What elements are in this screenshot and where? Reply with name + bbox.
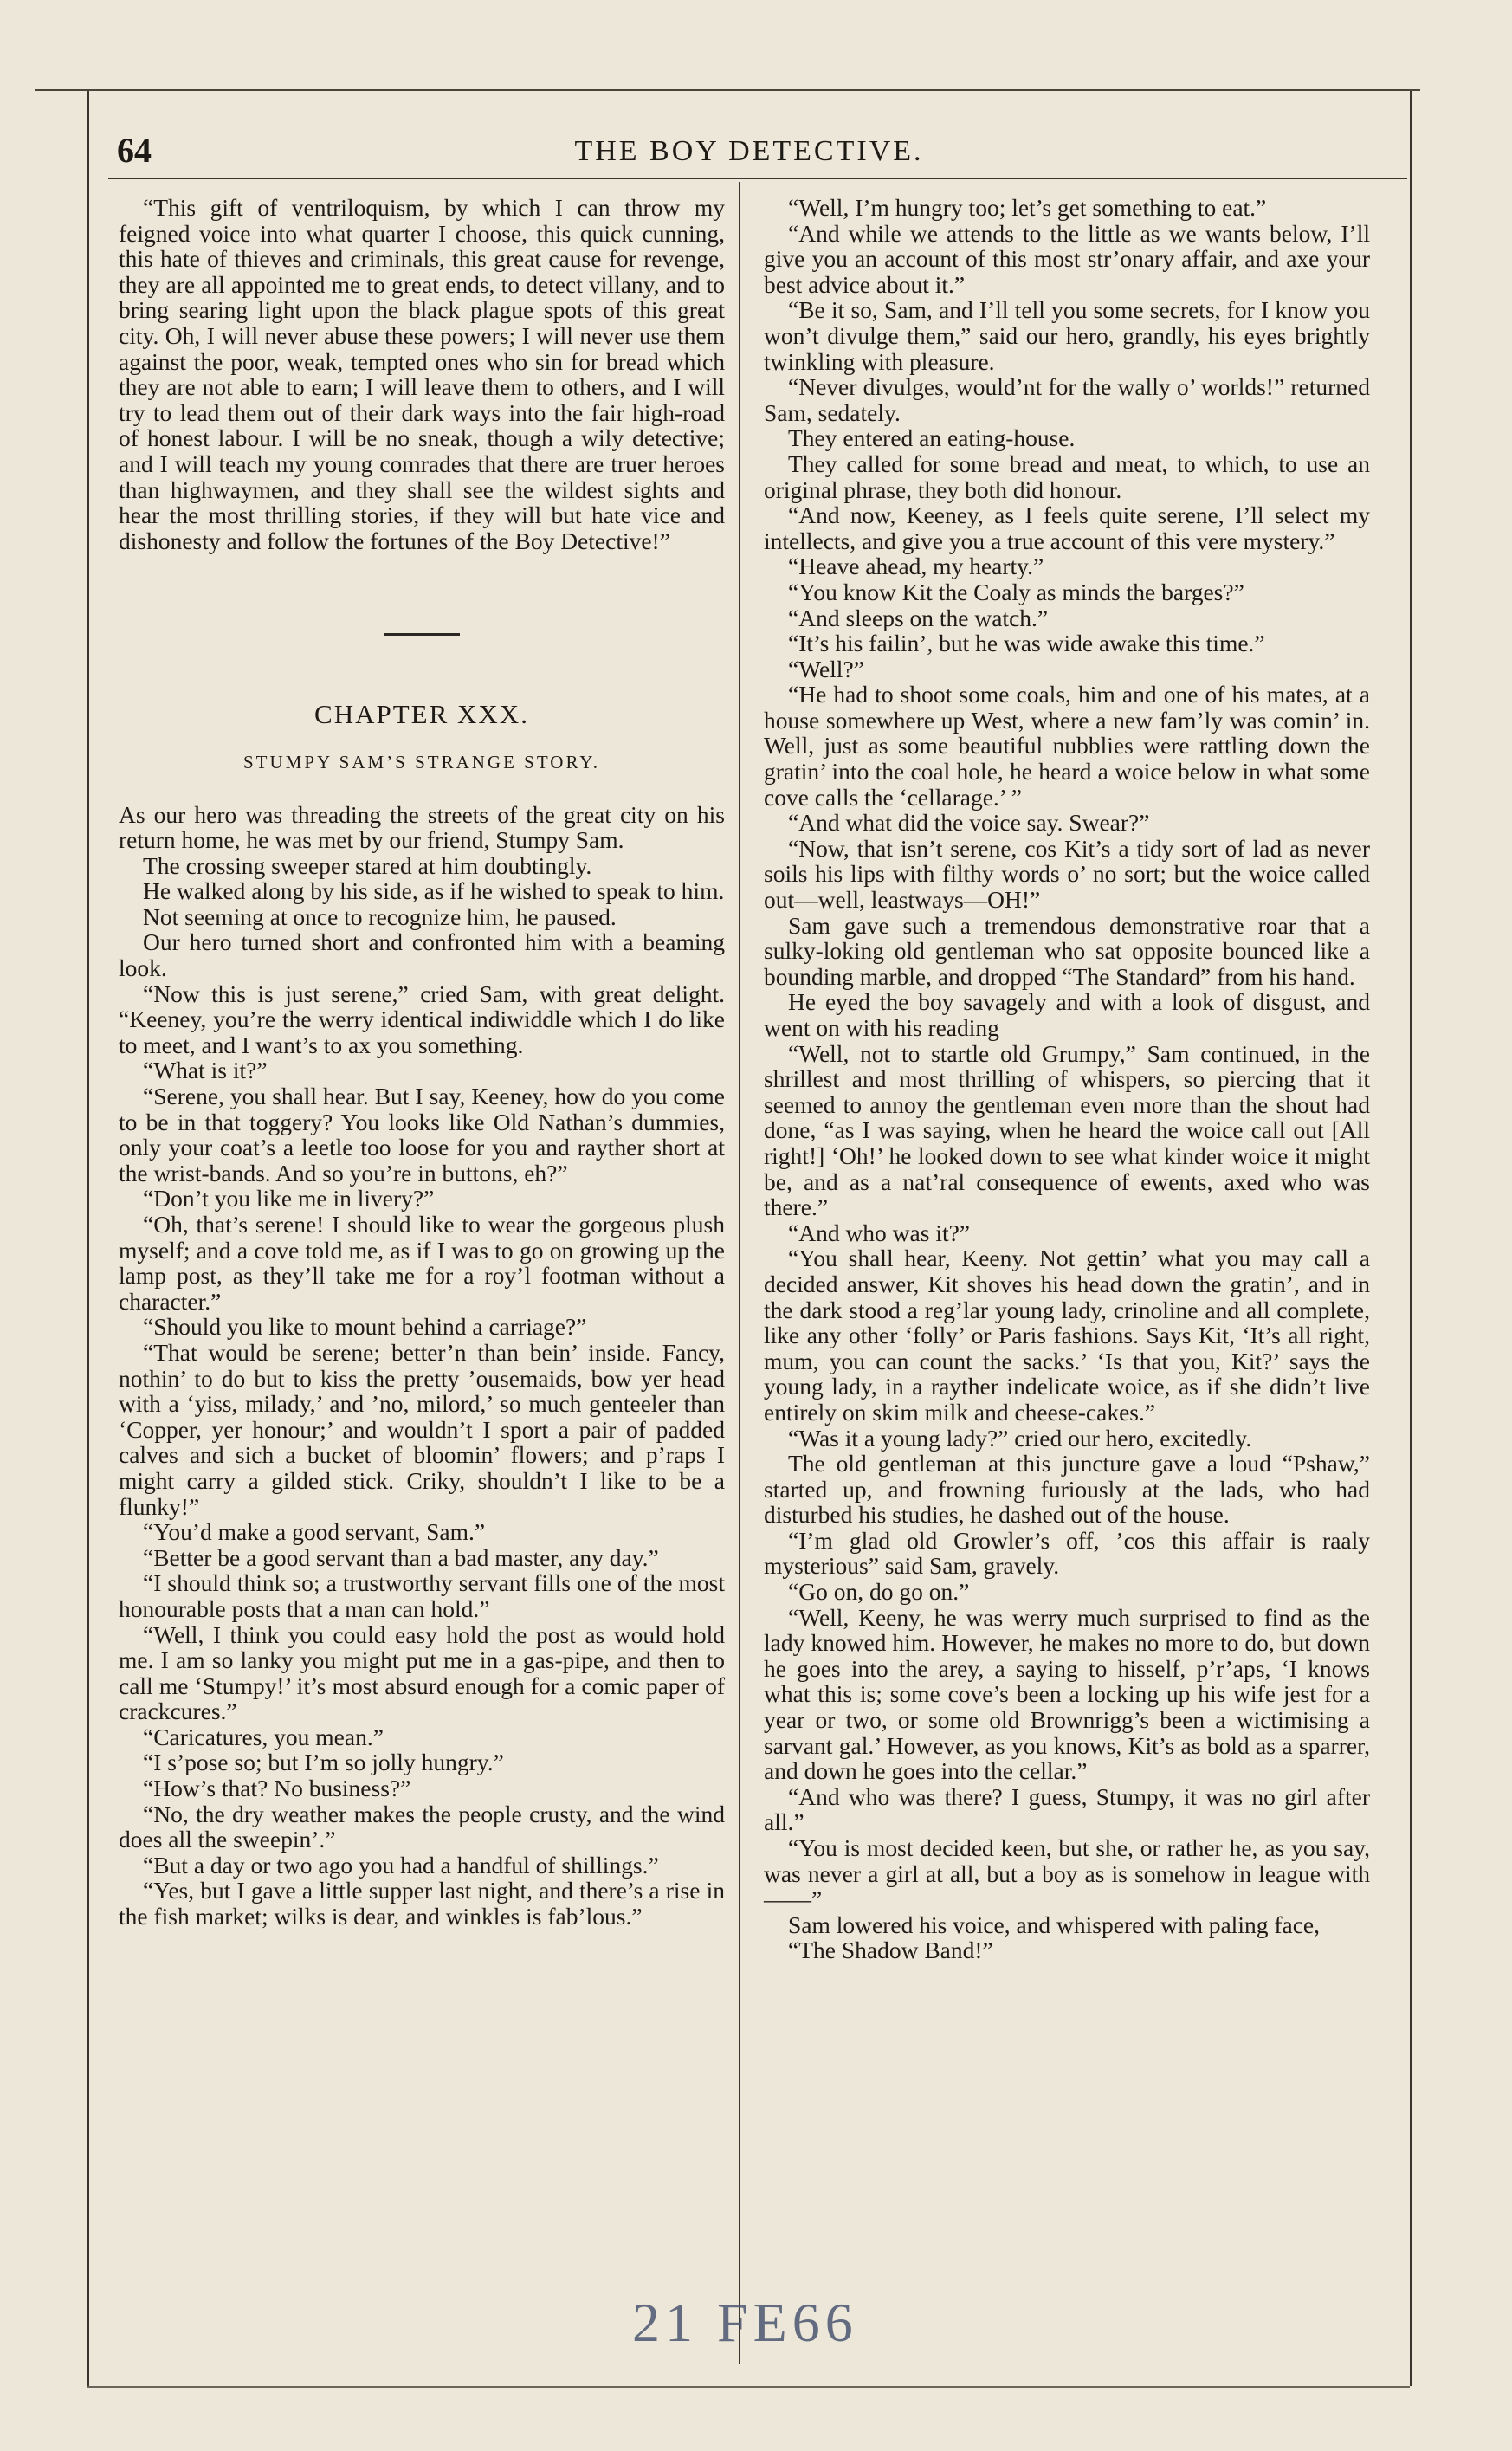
paragraph: “Well, Keeny, he was werry much surprised to find as the lady knowed him. However, he makes no more to do, but down he goes into the arey, a saying to hisself, p’r’aps, ‘I knows what this is; some cove’s been a locking up his wife jest for a year or two, or some old Brownrigg’s been a wictimising a sarvant gal.’ However, as you knows, Kit’s as bold as a sparrer, and down he goes into the cellar.” — [764, 1603, 1370, 1785]
right-column — [764, 195, 1370, 1963]
paragraph: “Yes, but I gave a little supper last night, and there’s a rise in the fish market; wilks is dear, and winkles is fab’lous.” — [119, 1877, 725, 1930]
paragraph: “How’s that? No business?” — [143, 1775, 411, 1802]
paragraph: “Well, I’m hungry too; let’s get something to eat.” — [788, 194, 1267, 221]
section-separator — [384, 633, 460, 636]
paragraph: “Oh, that’s serene! I should like to wear the gorgeous plush myself; and a cove told me, as if I was to go on growing up the lamp post, as they’ll take me for a roy’l footman without a character.” — [119, 1211, 725, 1315]
paragraph: “I’m glad old Growler’s off, ’cos this affair is raaly mysterious” said Sam, gravely. — [764, 1526, 1370, 1580]
chapter-subtitle: STUMPY SAM’S STRANGE STORY. — [242, 751, 601, 773]
paragraph: He walked along by his side, as if he wished to speak to him. — [143, 877, 725, 905]
paragraph: Sam lowered his voice, and whispered with paling face, — [788, 1911, 1320, 1938]
paragraph: “Be it so, Sam, and I’ll tell you some secrets, for I know you won’t divulge them,” said our hero, grandly, his eyes brightly twinkling with pleasure. — [764, 296, 1370, 375]
column-rule — [739, 182, 740, 2364]
paragraph: “It’s his failin’, but he was wide awake this time.” — [788, 630, 1265, 657]
bottom-border — [87, 2386, 1410, 2388]
paragraph: “Well, not to startle old Grumpy,” Sam continued, in the shrillest and most thrilling of whispers, so piercing that it seemed to annoy the gentleman even more than the shout had done, “as I was saying, when he heard the woice call out [All right!] ‘Oh!’ he looked down to see what kinder woice it might be, and as a nat’ral consequence of ewents, axed who was there.” — [764, 1039, 1370, 1221]
paragraph: “And now, Keeney, as I feels quite serene, I’ll select my intellects, and give you a true account of this vere mystery.” — [764, 501, 1370, 554]
paragraph: “What is it?” — [143, 1057, 268, 1084]
paragraph: “Was it a young lady?” cried our hero, excitedly. — [788, 1424, 1252, 1452]
paragraph: “No, the dry weather makes the people crusty, and the wind does all the sweepin’.” — [119, 1800, 725, 1853]
paragraph: “Now this is just serene,” cried Sam, with great delight. “Keeney, you’re the werry identical indiwiddle which I do like to meet, and I want’s to ax you something. — [119, 980, 725, 1058]
paragraph: “You know Kit the Coaly as minds the barges?” — [788, 578, 1244, 605]
paragraph: The crossing sweeper stared at him doubtingly. — [143, 851, 592, 879]
page-number: 64 — [117, 131, 152, 170]
paragraph: “He had to shoot some coals, him and one of his mates, at a house somewhere up West, where a new fam’ly was comin’ in. Well, just as some beautiful nubblies were rattling down the gratin’ into the coal hole, he heard a woice below in what some cove calls the ‘cellarage.’ ” — [764, 681, 1370, 811]
page-header — [113, 130, 1386, 173]
paragraph: “And what did the voice say. Swear?” — [788, 809, 1150, 837]
paragraph: They entered an eating-house. — [788, 424, 1076, 452]
paragraph: “Don’t you like me in livery?” — [143, 1185, 435, 1213]
chapter-body — [119, 802, 725, 1930]
paragraph: He eyed the boy savagely and with a look of disgust, and went on with his reading — [764, 988, 1370, 1041]
paragraph: “Well?” — [788, 655, 864, 682]
paragraph: “I should think so; a trustworthy servant fills one of the most honourable posts that a man can hold.” — [119, 1569, 725, 1622]
paragraph: “And who was there? I guess, Stumpy, it was no girl after all.” — [764, 1782, 1370, 1836]
paragraph: As our hero was threading the streets of the great city on his return home, he was met by our friend, Stumpy Sam. — [119, 800, 725, 854]
paragraph: “Heave ahead, my hearty.” — [788, 553, 1044, 580]
paragraph: The old gentleman at this juncture gave a loud “Pshaw,” started up, and frowning furiously at the lads, who had disturbed his studies, he dashed out of the house. — [764, 1450, 1370, 1529]
closing-passage — [119, 195, 725, 553]
paragraph: “Never divulges, would’nt for the wally o’ worlds!” returned Sam, sedately. — [764, 373, 1370, 426]
chapter-body-continued — [764, 195, 1370, 1963]
paragraph: They called for some bread and meat, to which, to use an original phrase, they both did honour. — [764, 449, 1370, 503]
paragraph: “I s’pose so; but I’m so jolly hungry.” — [143, 1749, 504, 1776]
paragraph: “And who was it?” — [788, 1219, 971, 1246]
paragraph: “Well, I think you could easy hold the post as would hold me. I am so lanky you might put me in a gas-pipe, and then to call me ‘Stumpy!’ it’s most absurd enough for a comic paper of crackcures.” — [119, 1620, 725, 1725]
paragraph: “That would be serene; better’n than bein’ inside. Fancy, nothin’ to do but to kiss the pretty ’ousemaids, bow yer head with a ‘yiss, milady,’ and ’no, milord,’ so much genteeler than ‘Copper, yer honour;’ and wouldn’t I sport a pair of padded calves and sich a bucket of bloomin’ flowers; and p’raps I might carry a gilded stick. Criky, shouldn’t I like to be a flunky!” — [119, 1338, 725, 1520]
paragraph: “Should you like to mount behind a carriage?” — [143, 1313, 587, 1341]
paragraph: “This gift of ventriloquism, by which I can throw my feigned voice into what quarter I choose, this quick cunning, this hate of thieves and criminals, this great cause for revenge, they are all appointed me to great ends, to detect villany, and to bring searing light upon the black plague spots of this great city. Oh, I will never abuse these powers; I will never use them against the poor, weak, tempted ones who sin for bread which they are not able to earn; I will leave them to others, and I will try to lead them out of their dark ways into the fair high-road of honest labour. I will be no sneak, though a wily detective; and I will teach my young comrades that there are truer heroes than highwaymen, and they shall see the wildest sights and hear the most thrilling stories, if they will but hate vice and dishonesty and follow the fortunes of the Boy Detective!” — [119, 194, 725, 554]
paragraph: “The Shadow Band!” — [788, 1937, 993, 1964]
paragraph: “Better be a good servant than a bad master, any day.” — [143, 1543, 659, 1571]
paragraph: “And sleeps on the watch.” — [788, 604, 1049, 631]
paragraph: “You’d make a good servant, Sam.” — [143, 1518, 486, 1546]
paragraph: “But a day or two ago you had a handful of shillings.” — [143, 1851, 659, 1879]
running-title: THE BOY DETECTIVE. — [574, 135, 924, 167]
paragraph: “And while we attends to the little as we wants below, I’ll give you an account of this most str’onary affair, and axe your best advice about it.” — [764, 219, 1370, 298]
paragraph: Sam gave such a tremendous demonstrative roar that a sulky-loking old gentleman who sat opposite bounced like a bounding marble, and dropped “The Standard” from his hand. — [764, 911, 1370, 990]
paragraph: “Serene, you shall hear. But I say, Keeney, how do you come to be in that toggery? You looks like Old Nathan’s dummies, only your coat’s a leetle too loose for you and rayther short at the wrist-bands. And so you’re in buttons, eh?” — [119, 1083, 725, 1187]
paragraph: Our hero turned short and confronted him with a beaming look. — [119, 928, 725, 982]
paragraph: “Caricatures, you mean.” — [143, 1723, 384, 1750]
paragraph: “Go on, do go on.” — [788, 1578, 970, 1606]
left-column — [119, 195, 725, 1930]
header-rule — [108, 178, 1407, 179]
paragraph: “Now, that isn’t serene, cos Kit’s a tidy sort of lad as never soils his lips with filthy words o’ no sort; but the woice called out—well, leastways—OH!” — [764, 834, 1370, 914]
chapter-title: CHAPTER XXX. — [314, 699, 529, 730]
paragraph: “You is most decided keen, but she, or rather he, as you say, was never a girl at all, but a boy as is somehow in league with——” — [764, 1834, 1370, 1913]
paragraph: “You shall hear, Keeny. Not gettin’ what you may call a decided answer, Kit shoves his head down the gratin’, and in the dark stood a reg’lar young lady, crinoline and all complete, like any other ‘folly’ or Paris fashions. Says Kit, ‘It’s all right, mum, you can count the sacks.’ ‘Is that you, Kit?’ says the young lady, in a rayther indelicate woice, as if she didn’t live entirely on skim milk and cheese-cakes.” — [764, 1245, 1370, 1426]
library-date-stamp: 21 FE66 — [632, 2292, 858, 2353]
paragraph: Not seeming at once to recognize him, he paused. — [143, 902, 617, 930]
